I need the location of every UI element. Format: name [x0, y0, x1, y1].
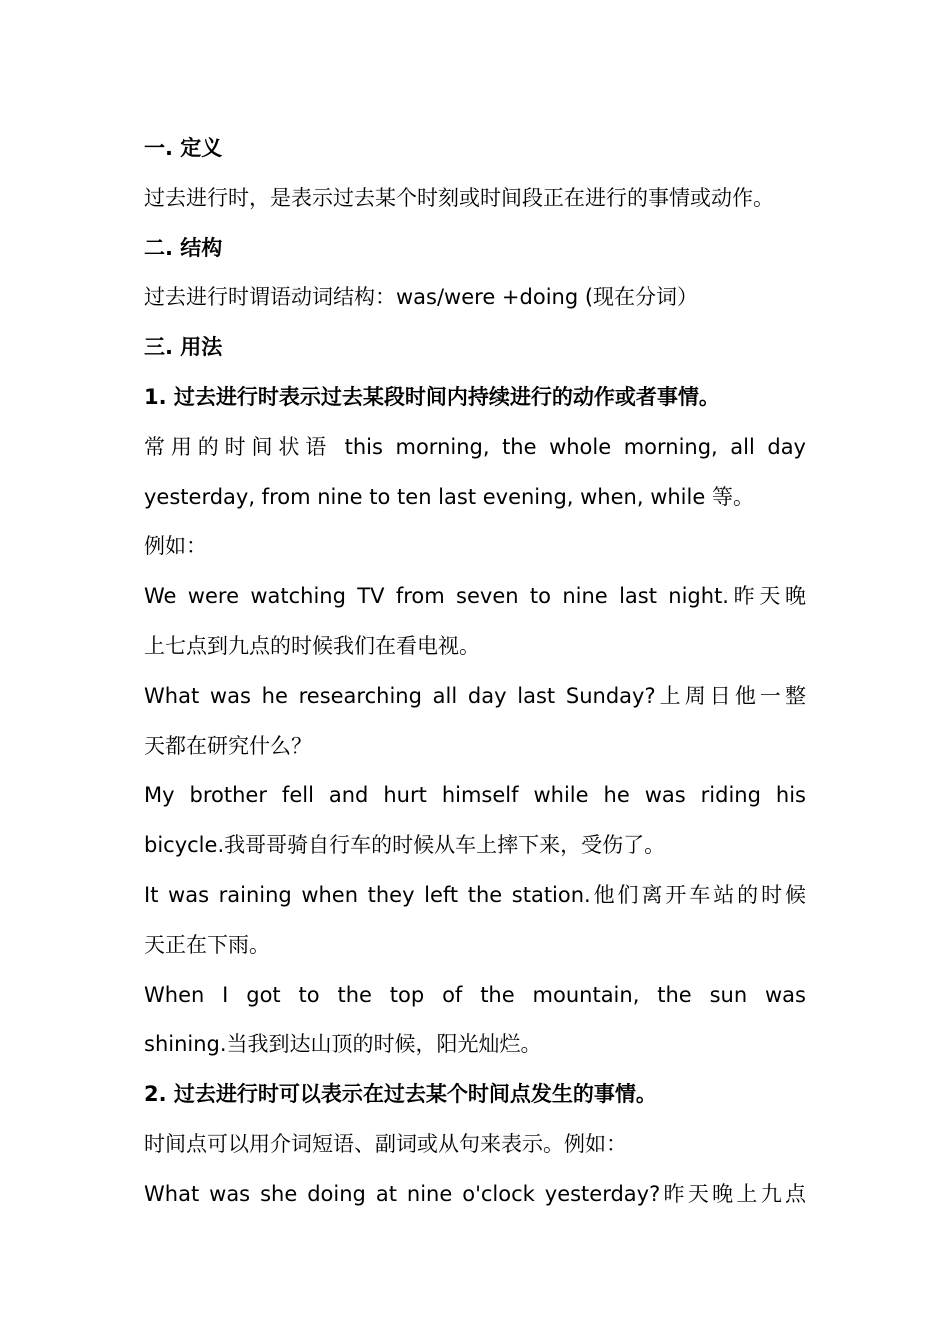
paragraph-time-adverbials-line-1: 常用的时间状语 this morning, the whole morning, all day — [144, 434, 806, 459]
example-2-line-2: 天都在研究什么？ — [144, 733, 312, 758]
usage-rule-1-heading: 1. 过去进行时表示过去某段时间内持续进行的动作或者事情。 — [144, 384, 720, 409]
example-6-line-1: What was she doing at nine o'clock yesterday?昨天晚上九点 — [144, 1181, 806, 1206]
section-heading-definition: 一. 定义 — [144, 136, 223, 160]
example-1-line-1: We were watching TV from seven to nine last night.昨天晚 — [144, 584, 806, 609]
paragraph-time-point: 时间点可以用介词短语、副词或从句来表示。例如： — [144, 1131, 627, 1156]
example-3-line-1: My brother fell and hurt himself while he was riding his — [144, 783, 806, 808]
document-page — [144, 124, 806, 1220]
example-intro: 例如： — [144, 534, 207, 559]
section-heading-usage: 三. 用法 — [144, 335, 223, 360]
paragraph-definition: 过去进行时，是表示过去某个时刻或时间段正在进行的事情或动作。 — [144, 185, 774, 210]
example-4-line-2: 天正在下雨。 — [144, 932, 270, 957]
example-2-line-1: What was he researching all day last Sunday?上周日他一整 — [144, 683, 806, 708]
example-3-line-2: bicycle.我哥哥骑自行车的时候从车上摔下来，受伤了。 — [144, 833, 666, 858]
section-heading-structure: 二. 结构 — [144, 235, 223, 260]
example-5-line-1: When I got to the top of the mountain, the sun was — [144, 982, 806, 1007]
usage-rule-2-heading: 2. 过去进行时可以表示在过去某个时间点发生的事情。 — [144, 1082, 657, 1107]
paragraph-structure: 过去进行时谓语动词结构：was/were +doing (现在分词） — [144, 285, 699, 310]
paragraph-time-adverbials-line-2: yesterday, from nine to ten last evening, when, while 等。 — [144, 484, 754, 509]
example-1-line-2: 上七点到九点的时候我们在看电视。 — [144, 633, 480, 658]
example-4-line-1: It was raining when they left the station.他们离开车站的时候 — [144, 882, 806, 907]
example-5-line-2: shining.当我到达山顶的时候，阳光灿烂。 — [144, 1032, 542, 1057]
